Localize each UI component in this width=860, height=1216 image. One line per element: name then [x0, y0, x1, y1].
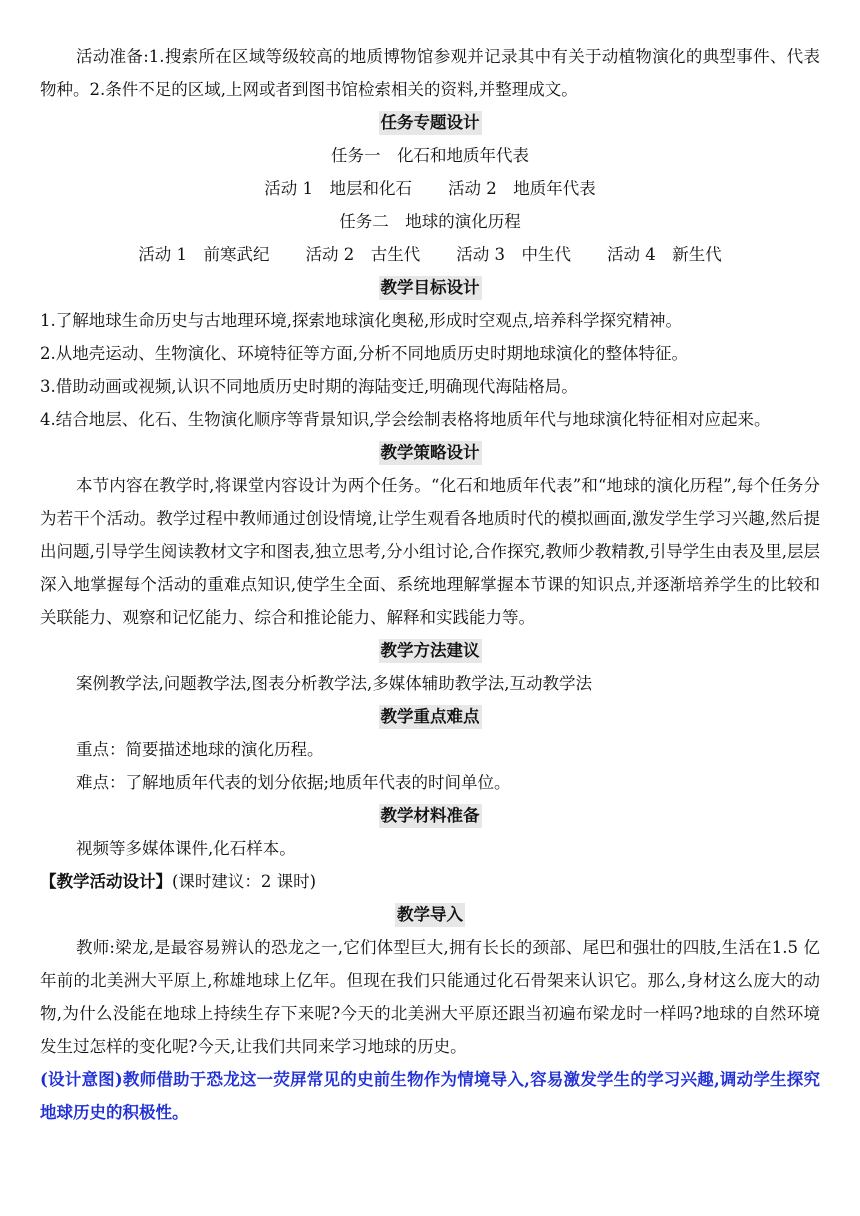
task-two-activities: 活动 1 前寒武纪 活动 2 古生代 活动 3 中生代 活动 4 新生代 [138, 245, 722, 264]
design-intent: (设计意图)教师借助于恐龙这一荧屏常见的史前生物作为情境导入,容易激发学生的学习兴趣,调动学生探究地球历史的积极性。 [40, 1070, 820, 1122]
task-two: 任务二 地球的演化历程 [339, 212, 521, 231]
task-one: 任务一 化石和地质年代表 [331, 146, 529, 165]
activity-design [40, 865, 820, 898]
activity-prep: 活动准备:1.搜索所在区域等级较高的地质博物馆参观并记录其中有关于动植物演化的典型事件、代表物种。2.条件不足的区域,上网或者到图书馆检索相关的资料,并整理成文。 [40, 47, 820, 99]
activity-design-note: (课时建议：2 课时) [172, 872, 317, 891]
difficult-point: 难点：了解地质年代表的划分依据;地质年代表的时间单位。 [76, 773, 511, 792]
heading-goals: 教学目标设计 [379, 276, 482, 300]
goal-item: 3.借助动画或视频,认识不同地质历史时期的海陆变迁,明确现代海陆格局。 [40, 377, 578, 396]
goal-item: 2.从地壳运动、生物演化、环境特征等方面,分析不同地质历史时期地球演化的整体特征。 [40, 344, 688, 363]
heading-method: 教学方法建议 [379, 639, 482, 663]
intro-text: 教师:梁龙,是最容易辨认的恐龙之一,它们体型巨大,拥有长长的颈部、尾巴和强壮的四肢,生活在1.5 亿年前的北美洲大平原上,称雄地球上亿年。但现在我们只能通过化石骨架来认识它。那么,身材这么庞大的动物,为什么没能在地球上持续生存下来呢?今天的北美洲大平原还跟当初遍布梁龙时一样吗?地球的自然环境发生过怎样的变化呢?今天,让我们共同来学习地球的历史。 [40, 938, 820, 1056]
strategy-text: 本节内容在教学时,将课堂内容设计为两个任务。“化石和地质年代表”和“地球的演化历程”,每个任务分为若干个活动。教学过程中教师通过创设情境,让学生观看各地质时代的模拟画面,激发学生学习兴趣,然后提出问题,引导学生阅读教材文字和图表,独立思考,分小组讨论,合作探究,教师少教精教,引导学生由表及里,层层深入地掌握每个活动的重难点知识,使学生全面、系统地理解掌握本节课的知识点,并逐渐培养学生的比较和关联能力、观察和记忆能力、综合和推论能力、解释和实践能力等。 [40, 476, 820, 627]
activity-design-label: 【教学活动设计】 [40, 872, 172, 891]
heading-intro: 教学导入 [395, 903, 465, 927]
task-one-activities: 活动 1 地层和化石 活动 2 地质年代表 [264, 179, 596, 198]
heading-materials: 教学材料准备 [379, 804, 482, 828]
key-point: 重点：简要描述地球的演化历程。 [76, 740, 324, 759]
materials-text: 视频等多媒体课件,化石样本。 [76, 839, 296, 858]
goal-item: 4.结合地层、化石、生物演化顺序等背景知识,学会绘制表格将地质年代与地球演化特征相对应起来。 [40, 410, 771, 429]
heading-task-design: 任务专题设计 [379, 111, 482, 135]
goal-item: 1.了解地球生命历史与古地理环境,探索地球演化奥秘,形成时空观点,培养科学探究精神。 [40, 311, 682, 330]
heading-strategy: 教学策略设计 [379, 441, 482, 465]
heading-key-points: 教学重点难点 [379, 705, 482, 729]
document-page [40, 40, 820, 1129]
method-text: 案例教学法,问题教学法,图表分析教学法,多媒体辅助教学法,互动教学法 [76, 674, 592, 693]
